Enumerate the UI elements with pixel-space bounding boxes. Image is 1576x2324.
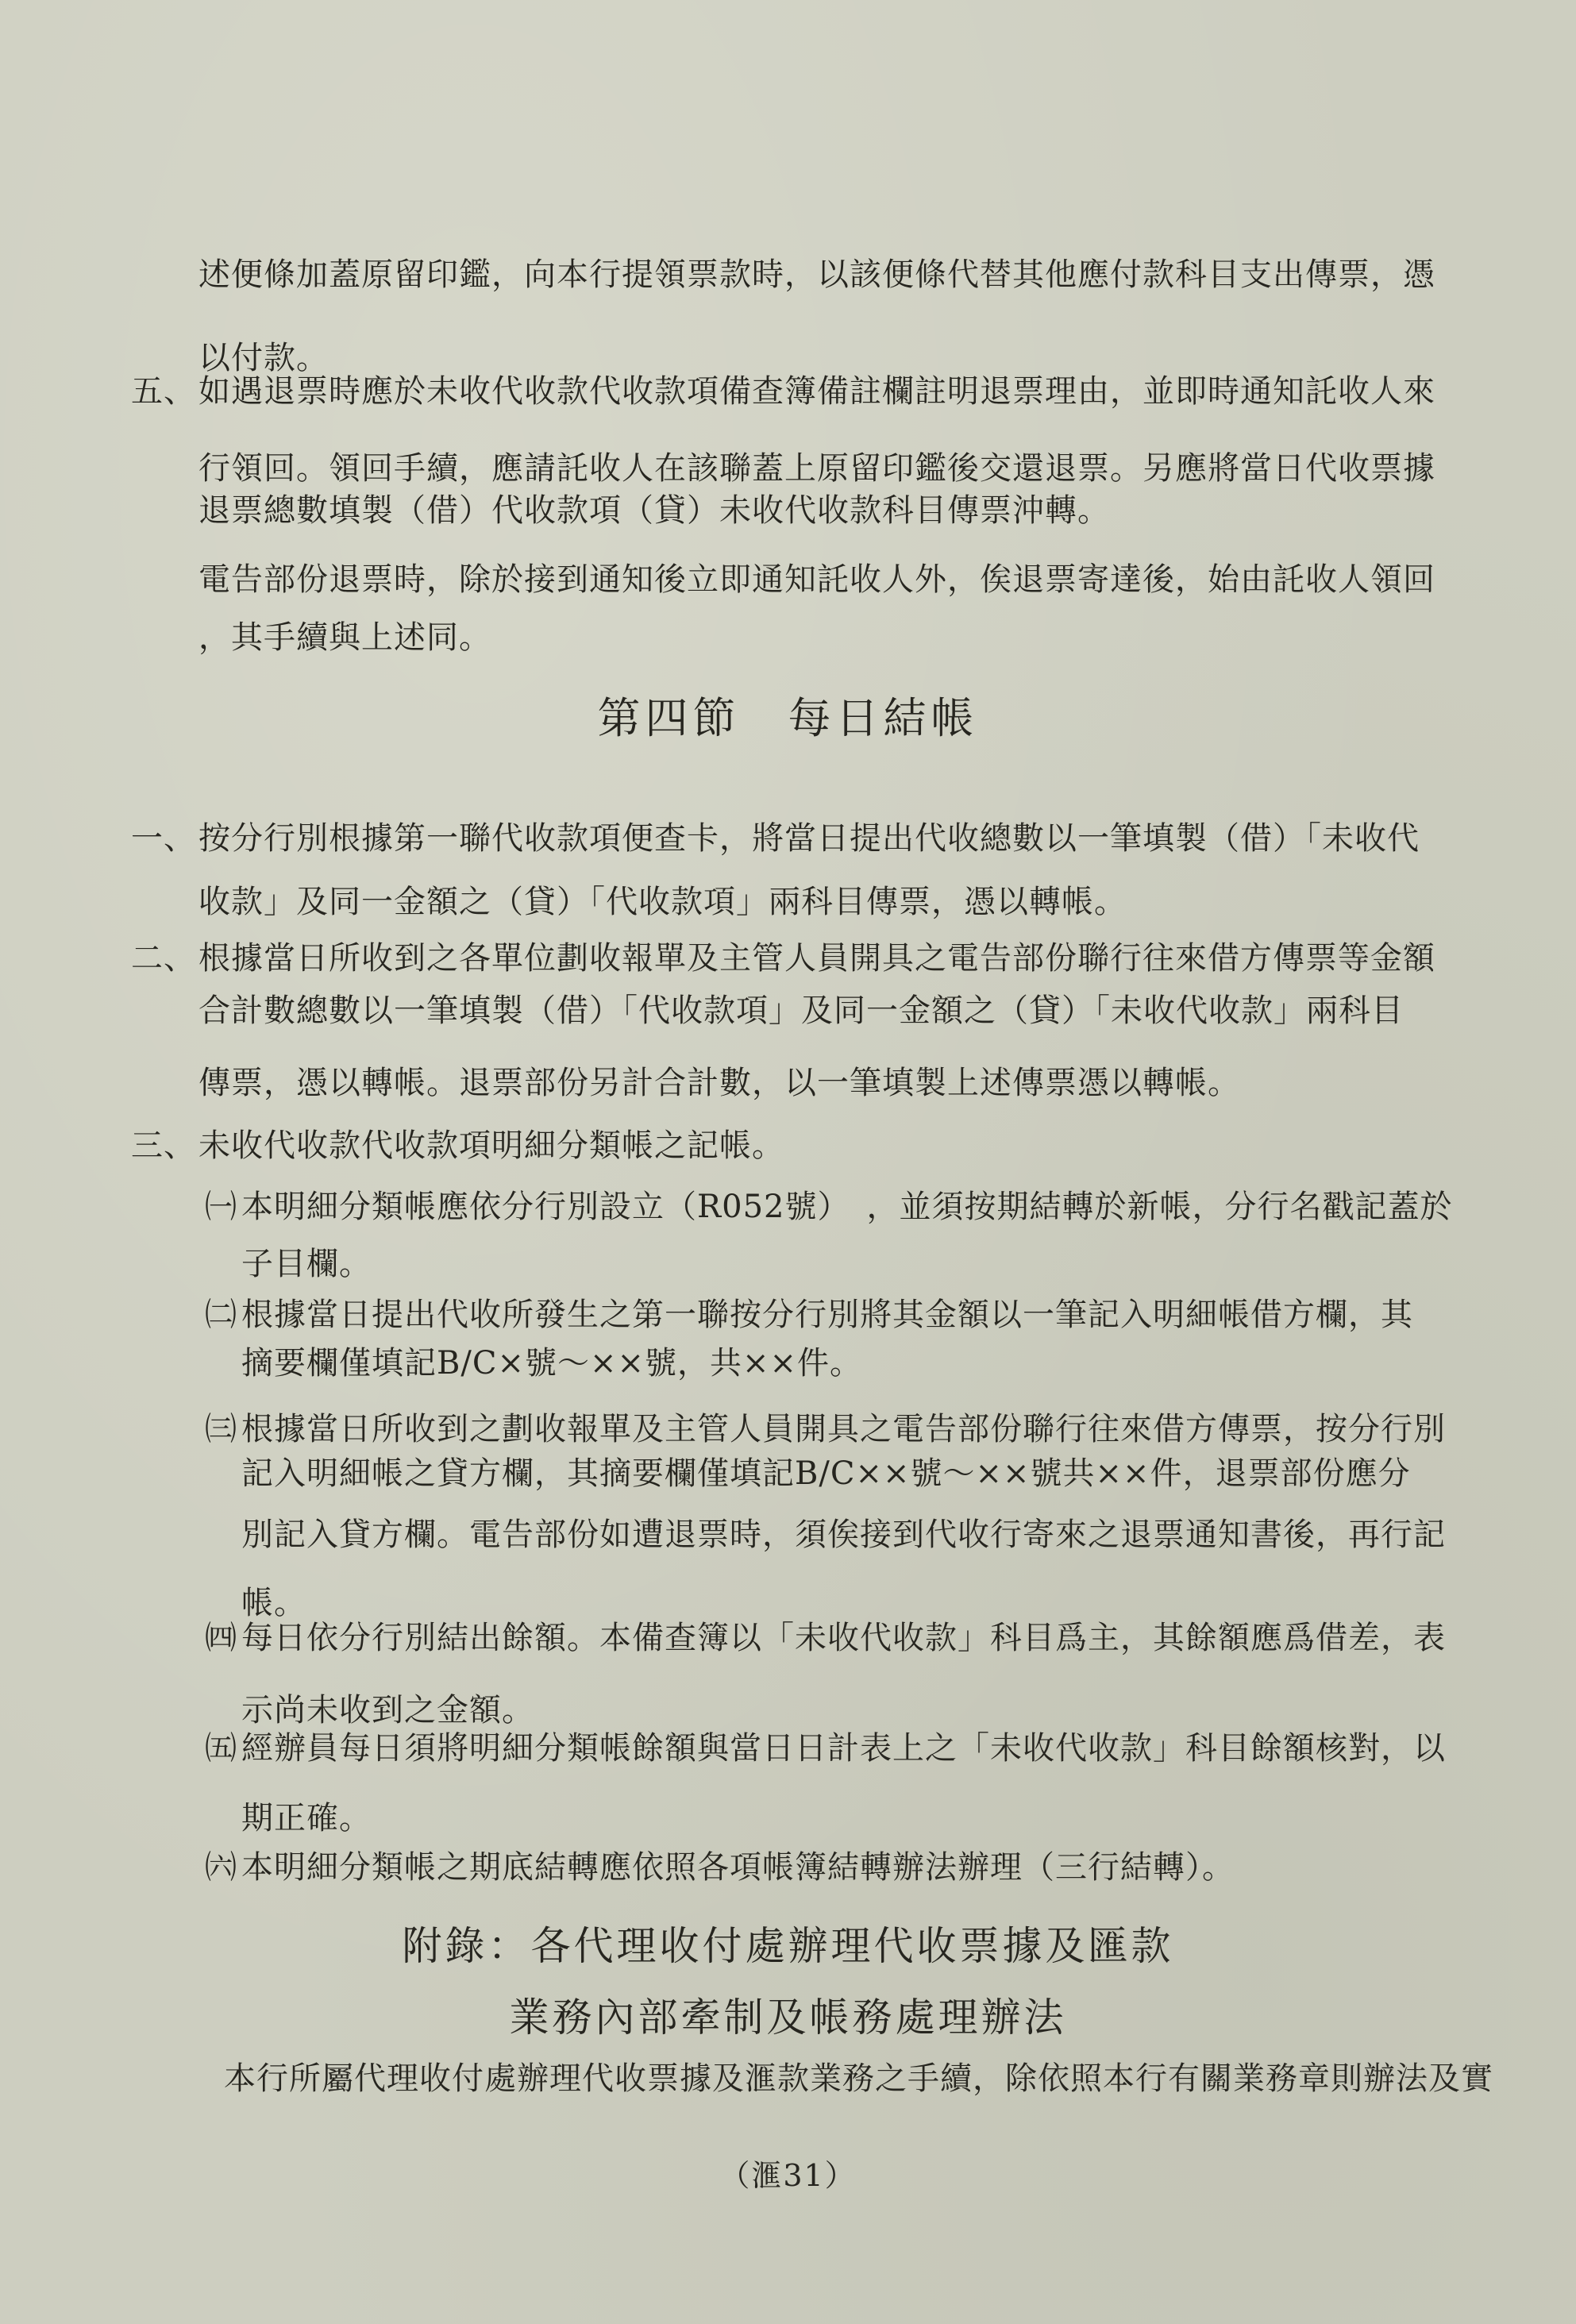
sub-item-6-line-1: 本明細分類帳之期底結轉應依照各項帳簿結轉辦法辦理（三行結轉）。 <box>241 1849 1235 1886</box>
text-line <box>0 1450 1576 1497</box>
text-line <box>0 1059 1576 1107</box>
sub-item-number: ㈥ <box>205 1849 237 1886</box>
sub-item-2-line-2: 摘要欄僅填記B/C×號～××號，共××件。 <box>241 1345 863 1382</box>
section-item-2-line-2: 合計數總數以一筆填製（借）「代收款項」及同一金額之（貸）「未收代收款」兩科目 <box>198 992 1404 1029</box>
section-item-1-line-1: 按分行別根據第一聯代收款項便查卡，將當日提出代收總數以一筆填製（借）「未收代 <box>198 820 1420 857</box>
sub-item-3-line-2: 記入明細帳之貸方欄，其摘要欄僅填記B/C××號～××號共××件，退票部份應分 <box>241 1455 1411 1492</box>
section-item-2-line-3: 傳票，憑以轉帳。退票部份另計合計數，以一筆填製上述傳票憑以轉帳。 <box>198 1065 1240 1101</box>
sub-item-1-line-1: 本明細分類帳應依分行別設立（R052號） ，並須按期結轉於新帳，分行名戳記蓋於 <box>241 1189 1453 1225</box>
sub-item-3-line-1: 根據當日所收到之劃收報單及主管人員開具之電告部份聯行往來借方傳票，按分行別 <box>241 1411 1446 1447</box>
text-line <box>0 1511 1576 1559</box>
section-item-3-line-1: 未收代收款代收款項明細分類帳之記帳。 <box>198 1127 784 1164</box>
sub-item-3-line-4: 帳。 <box>241 1585 306 1621</box>
appendix-title-line-1: 附錄：各代理收付處辦理代收票據及匯款 <box>402 1923 1174 1969</box>
sub-item-number: ㈤ <box>205 1730 237 1767</box>
item5-line-5: ，其手續與上述同。 <box>198 619 491 656</box>
text-line <box>0 614 1576 661</box>
sub-item-number: ㈣ <box>205 1620 237 1656</box>
intro-line-2: 以付款。 <box>198 340 329 376</box>
sub-item-5-line-1: 經辦員每日須將明細分類帳餘額與當日日計表上之「未收代收款」科目餘額核對，以 <box>241 1730 1446 1767</box>
text-line <box>0 445 1576 492</box>
item-number: 三、 <box>131 1127 196 1164</box>
text-line <box>0 1614 1576 1662</box>
intro-line-1: 述便條加蓋原留印鑑，向本行提領票款時，以該便條代替其他應付款科目支出傳票，憑 <box>198 256 1435 293</box>
sub-item-2-line-1: 根據當日提出代收所發生之第一聯按分行別將其金額以一筆記入明細帳借方欄，其 <box>241 1297 1413 1333</box>
text-line <box>0 1844 1576 1891</box>
sub-item-4-line-2: 示尚未收到之金額。 <box>241 1692 534 1729</box>
text-line <box>0 1291 1576 1339</box>
sub-item-1-line-2: 子目欄。 <box>241 1246 372 1282</box>
sub-item-4-line-1: 每日依分行別結出餘額。本備查簿以「未收代收款」科目爲主，其餘額應爲借差，表 <box>241 1620 1446 1656</box>
sub-item-number: ㈠ <box>205 1189 237 1225</box>
text-line <box>0 1405 1576 1453</box>
item5-line-3: 退票總數填製（借）代收款項（貸）未收代收款科目傳票沖轉。 <box>198 492 1110 529</box>
text-line <box>0 251 1576 299</box>
text-line <box>0 878 1576 926</box>
section-item-1-line-2: 收款」及同一金額之（貸）「代收款項」兩科目傳票，憑以轉帳。 <box>198 884 1127 920</box>
page-number: （滙31） <box>719 2158 857 2193</box>
text-line <box>0 487 1576 534</box>
text-line <box>0 368 1576 415</box>
appendix-title-line-2: 業務內部牽制及帳務處理辦法 <box>509 1994 1067 2041</box>
text-line <box>0 556 1576 603</box>
sub-item-3-line-3: 別記入貸方欄。電告部份如遭退票時，須俟接到代收行寄來之退票通知書後，再行記 <box>241 1517 1446 1553</box>
text-line <box>0 1122 1576 1170</box>
sub-item-5-line-2: 期正確。 <box>241 1800 372 1836</box>
text-line <box>0 815 1576 862</box>
text-line <box>0 1794 1576 1842</box>
text-line <box>0 1339 1576 1387</box>
section-title: 第四節 每日結帳 <box>597 693 979 743</box>
text-line <box>0 1725 1576 1772</box>
sub-item-number: ㈢ <box>205 1411 237 1447</box>
item-number: 五、 <box>131 373 196 410</box>
sub-item-number: ㈡ <box>205 1297 237 1333</box>
item5-line-4: 電告部份退票時，除於接到通知後立即通知託收人外，俟退票寄達後，始由託收人領回 <box>198 561 1435 598</box>
item5-line-2: 行領回。領回手續，應請託收人在該聯蓋上原留印鑑後交還退票。另應將當日代收票據 <box>198 450 1435 487</box>
item5-line-1: 如遇退票時應於未收代收款代收款項備查簿備註欄註明退票理由，並即時通知託收人來 <box>198 373 1435 410</box>
item-number: 一、 <box>131 820 196 857</box>
text-line <box>0 935 1576 982</box>
section-item-2-line-1: 根據當日所收到之各單位劃收報單及主管人員開具之電告部份聯行往來借方傳票等金額 <box>198 940 1435 977</box>
text-line <box>0 1183 1576 1231</box>
text-line <box>0 987 1576 1035</box>
text-line <box>0 2055 1576 2102</box>
item-number: 二、 <box>131 940 196 977</box>
appendix-body-line: 本行所屬代理收付處辦理代收票據及滙款業務之手續，除依照本行有關業務章則辦法及實 <box>224 2060 1493 2097</box>
text-line <box>0 1240 1576 1288</box>
